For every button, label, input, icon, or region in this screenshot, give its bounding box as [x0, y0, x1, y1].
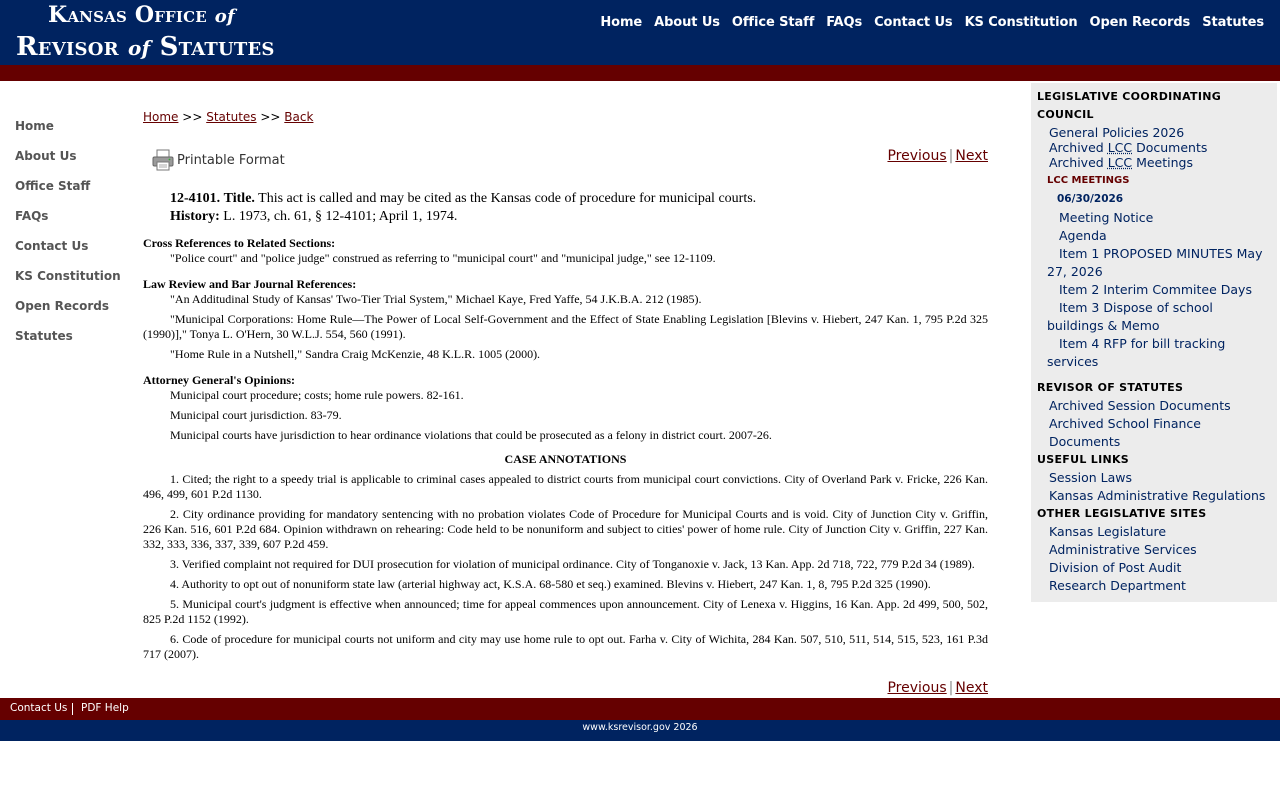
- breadcrumb-home[interactable]: Home: [143, 110, 179, 124]
- top-nav-open-records[interactable]: Open Records: [1089, 15, 1191, 30]
- useful-links-heading: USEFUL LINKS: [1037, 453, 1130, 466]
- left-nav-open-records[interactable]: Open Records: [15, 299, 110, 313]
- left-nav-faqs[interactable]: FAQs: [15, 209, 49, 223]
- statute-title-line: [170, 190, 756, 208]
- session-laws-link[interactable]: Session Laws: [1049, 470, 1133, 485]
- breadcrumb-separator: >>: [182, 110, 203, 124]
- case-item: 5. Municipal court's judgment is effective when announced; time for appeal commences upon announcement. City of Lenexa v. Higgins, 16 Kan. App. 2d 499, 500, 502, 825 P.2d 1152 (1992).: [143, 597, 988, 626]
- case-annotations-heading: CASE ANNOTATIONS: [504, 452, 627, 466]
- statute-body: This act is called and may be cited as the Kansas code of procedure for municipal courts.: [254, 191, 757, 206]
- logo-line-1: Kansas Office of: [48, 2, 235, 28]
- case-item: 3. Verified complaint not required for DUI prosecution for violation of municipal ordinance. City of Tonganoxie v. Jack, 13 Kan. App. 2d 718, 722, 779 P.2d 34 (1989).: [170, 557, 975, 571]
- archived-session-documents-link[interactable]: Archived Session Documents: [1049, 398, 1231, 413]
- lcc-archived-meetings-link[interactable]: Archived LCC Meetings: [1049, 155, 1193, 170]
- pager-bottom: [887, 680, 988, 696]
- pager-separator: |: [948, 680, 954, 696]
- lcc-archived-documents-link[interactable]: Archived LCC Documents: [1049, 140, 1208, 155]
- item-4-link[interactable]: Item 4 RFP for bill tracking services: [1047, 336, 1226, 369]
- left-nav: [15, 118, 121, 358]
- left-nav-home[interactable]: Home: [15, 119, 54, 133]
- law-review-heading: Law Review and Bar Journal References:: [143, 277, 357, 291]
- item-1-link[interactable]: Item 1 PROPOSED MINUTES May 27, 2026: [1047, 246, 1263, 279]
- division-of-post-audit-link[interactable]: Division of Post Audit: [1049, 560, 1182, 575]
- ag-opinion-item: Municipal court procedure; costs; home rule powers. 82-161.: [170, 388, 464, 402]
- top-nav-faqs[interactable]: FAQs: [826, 15, 863, 30]
- left-nav-contact-us[interactable]: Contact Us: [15, 239, 89, 253]
- breadcrumb-statutes[interactable]: Statutes: [206, 110, 257, 124]
- kansas-legislature-link[interactable]: Kansas Legislature: [1049, 524, 1167, 539]
- footer-copyright: www.ksrevisor.gov 2026: [582, 722, 698, 733]
- administrative-services-link[interactable]: Administrative Services: [1049, 542, 1197, 557]
- case-item: 6. Code of procedure for municipal courts not uniform and city may use home rule to opt out. Farha v. City of Wichita, 284 Kan. 507, 510, 511, 514, 515, 523, 161 P.3d 717 (2007).: [143, 632, 988, 661]
- footer-contact-us-link[interactable]: Contact Us: [10, 702, 68, 714]
- lcc-meetings-heading: LCC MEETINGS: [1047, 175, 1130, 186]
- site-header: [0, 0, 1280, 65]
- top-nav-statutes[interactable]: Statutes: [1202, 15, 1264, 30]
- statute-text: [170, 190, 756, 226]
- top-nav-home[interactable]: Home: [600, 15, 643, 30]
- next-link[interactable]: Next: [955, 148, 988, 164]
- ag-opinion-item: Municipal court jurisdiction. 83-79.: [170, 408, 342, 422]
- law-review-item: "Home Rule in a Nutshell," Sandra Craig McKenzie, 48 K.L.R. 1005 (2000).: [170, 347, 541, 361]
- next-link[interactable]: Next: [955, 680, 988, 696]
- law-review-item: "Municipal Corporations: Home Rule—The Power of Local Self-Government and the Effect of State Enabling Legislation [Blevins v. Hiebert, 247 Kan. 1, 795 P.2d 325 (1990)]," Tonya L. O'Hern, 30 W.L.J. 554, 560 (1991).: [143, 312, 988, 341]
- statute-history-line: [170, 208, 756, 226]
- previous-link[interactable]: Previous: [887, 680, 947, 696]
- item-3-link[interactable]: Item 3 Dispose of school buildings & Memo: [1047, 300, 1213, 333]
- pager-separator: |: [948, 148, 954, 164]
- other-sites-heading: OTHER LEGISLATIVE SITES: [1037, 507, 1207, 520]
- case-item: 4. Authority to opt out of nonuniform state law (arterial highway act, K.S.A. 68-580 et seq.) examined. Blevins v. Hiebert, 247 Kan. 1, 8, 795 P.2d 325 (1990).: [170, 577, 931, 591]
- top-nav-office-staff[interactable]: Office Staff: [731, 15, 815, 30]
- breadcrumb-back[interactable]: Back: [284, 110, 314, 124]
- main-content: [143, 110, 988, 696]
- logo-line-2: Revisor of Statutes: [16, 32, 275, 62]
- meeting-notice-link[interactable]: Meeting Notice: [1059, 210, 1154, 225]
- lcc-general-policies-link[interactable]: General Policies 2026: [1049, 125, 1185, 140]
- cross-ref-heading: Cross References to Related Sections:: [143, 236, 336, 250]
- cross-ref-item: "Police court" and "police judge" construed as referring to "municipal court" and "municipal judge," see 12-1109.: [170, 251, 716, 265]
- ag-opinion-item: Municipal courts have jurisdiction to hear ordinance violations that could be prosecuted as a felony in district court. 2007-26.: [170, 428, 772, 442]
- annotations: [143, 236, 988, 662]
- printer-icon: [151, 148, 175, 172]
- agenda-link[interactable]: Agenda: [1059, 228, 1107, 243]
- ag-opinions-heading: Attorney General's Opinions:: [143, 373, 295, 387]
- kansas-admin-regulations-link[interactable]: Kansas Administrative Regulations: [1049, 488, 1266, 503]
- top-nav: [600, 15, 1264, 30]
- lcc-heading: LEGISLATIVE COORDINATING COUNCIL: [1037, 90, 1222, 121]
- printable-format-label: Printable Format: [177, 152, 285, 168]
- top-nav-about-us[interactable]: About Us: [654, 15, 720, 30]
- breadcrumb-separator: >>: [260, 110, 281, 124]
- history-label: History:: [170, 209, 220, 224]
- footer-pdf-help-link[interactable]: PDF Help: [81, 702, 129, 714]
- law-review-item: "An Additudinal Study of Kansas' Two-Tier Trial System," Michael Kaye, Fred Yaffe, 54 J.K.B.A. 212 (1985).: [170, 292, 702, 306]
- statute-title: Title.: [223, 191, 255, 206]
- top-nav-contact-us[interactable]: Contact Us: [874, 15, 953, 30]
- case-item: 2. City ordinance providing for mandatory sentencing with no probation violates Code of Procedure for Municipal Courts and is void. City of Junction City v. Griffin, 226 Kan. 516, 601 P.2d 684. Opinion withdrawn on rehearing: Code held to be nonuniform and subject to cities' power of home rule. City of Junction City v. Griffin, 227 Kan. 332, 333, 336, 337, 339, 607 P.2d 459.: [143, 507, 988, 551]
- statute-number: 12-4101.: [170, 191, 221, 206]
- history-text: L. 1973, ch. 61, § 12-4101; April 1, 1974.: [219, 209, 458, 224]
- left-nav-office-staff[interactable]: Office Staff: [15, 179, 91, 193]
- item-2-link[interactable]: Item 2 Interim Commitee Days: [1059, 282, 1252, 297]
- printable-format-link[interactable]: [151, 148, 285, 172]
- meeting-date: 06/30/2026: [1057, 193, 1124, 205]
- footer-divider: [72, 703, 73, 715]
- left-nav-statutes[interactable]: Statutes: [15, 329, 73, 343]
- pager-top: [887, 148, 988, 164]
- top-nav-ks-constitution[interactable]: KS Constitution: [964, 15, 1078, 30]
- left-nav-about-us[interactable]: About Us: [15, 149, 77, 163]
- left-nav-ks-constitution[interactable]: KS Constitution: [15, 269, 121, 283]
- breadcrumb: [143, 110, 988, 130]
- revisor-heading: REVISOR OF STATUTES: [1037, 381, 1184, 394]
- research-department-link[interactable]: Research Department: [1049, 578, 1186, 593]
- right-sidebar: [1031, 83, 1277, 602]
- header-accent-bar: [0, 65, 1280, 81]
- footer-links-bar: [0, 698, 1280, 720]
- footer-copyright-bar: [0, 720, 1280, 741]
- archived-school-finance-link[interactable]: Archived School Finance Documents: [1049, 416, 1201, 449]
- case-item: 1. Cited; the right to a speedy trial is applicable to criminal cases appealed to district courts from municipal court convictions. City of Overland Park v. Fricke, 226 Kan. 496, 499, 601 P.2d 1130.: [143, 472, 988, 501]
- previous-link[interactable]: Previous: [887, 148, 947, 164]
